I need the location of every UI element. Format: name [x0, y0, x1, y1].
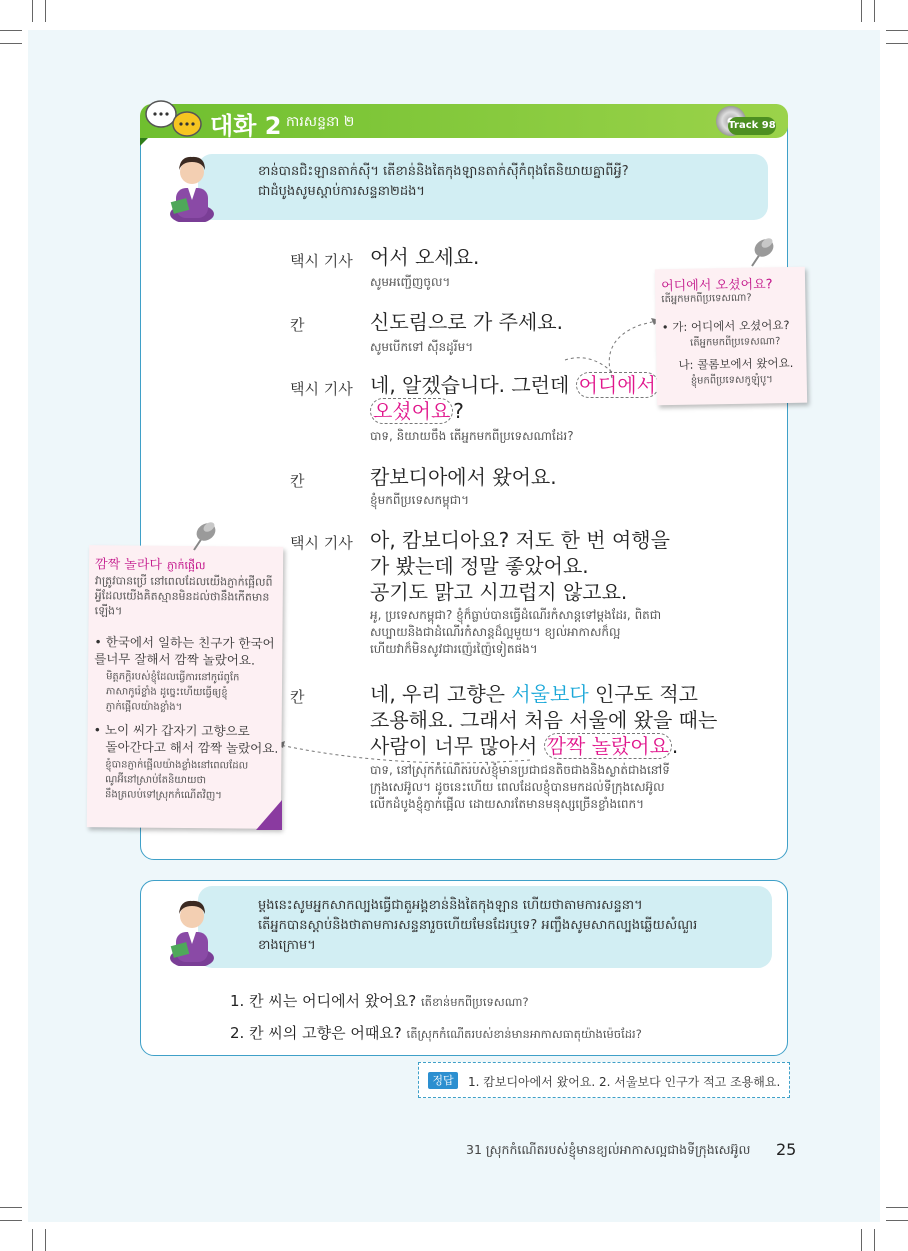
- footer-lesson-title: 31 ស្រុកកំណើតរបស់ខ្ញុំមានខ្យល់អាកាសល្អជាងទីក្រុងសេអ៊ូល: [466, 1142, 751, 1157]
- note-title: 어디에서 오셨어요?: [660, 277, 773, 295]
- page-number: 25: [776, 1140, 797, 1159]
- note-desc: ឡើង។: [94, 604, 123, 618]
- dialogue-line-khmer: លើកដំបូងខ្ញុំភ្ញាក់ផ្អើល ដោយសារតែមានមនុស្សច្រើនខ្លាំងពេក។: [370, 797, 645, 811]
- dialogue-title: 대화 2: [210, 112, 282, 140]
- note-example-khmer: ភាសាកូរ៉េខ្លាំង ដូច្នេះហើយធ្វើឲ្យខ្ញុំ: [105, 686, 228, 699]
- instruction-line-2: តើអ្នកបានស្ដាប់និងថាតាមការសន្ទនារួចហើយមែនដែរឬទេ? អញ្ចឹងសូមសាកល្បងឆ្លើយសំណួរ: [258, 918, 698, 933]
- dialogue-line-khmer: បាទ, និយាយចឹង តើអ្នកមកពីប្រទេសណាដែរ?: [370, 429, 574, 443]
- note-title-khmer: ភ្ញាក់ផ្អើល: [167, 558, 206, 573]
- dialogue-line-khmer: បាទ, នៅស្រុកកំណើតរបស់ខ្ញុំមានប្រជាជនតិចជាងនិងស្ងាត់ជាងនៅទី: [370, 763, 670, 777]
- note-fold: [256, 800, 282, 830]
- highlight-expression: 깜짝 놀랐어요: [544, 733, 672, 759]
- dialogue-line-korean: 신도림으로 가 주세요.: [370, 310, 563, 334]
- note-example-khmer: ណូអ៊ីនៅស្រាប់តែនិយាយថា: [105, 774, 207, 787]
- note-desc: អ្វីដែលយើងគិតស្មានមិនដល់ថានឹងកើតមាន: [94, 589, 270, 604]
- instruction-box: [198, 886, 772, 968]
- question-1: [230, 990, 529, 1012]
- dialogue-line-khmer: សូមបើកទៅ ស៊ីនដូរីម។: [370, 340, 474, 354]
- dialogue-line-khmer: ខ្ញុំមកពីប្រទេសកម្ពុជា។: [370, 493, 470, 507]
- dialogue-line-korean: 조용해요. 그래서 처음 서울에 왔을 때는: [370, 708, 718, 732]
- text-segment: .: [671, 734, 679, 758]
- dialogue-line-korean: 캄보디아에서 왔어요.: [370, 465, 557, 489]
- question-2: [230, 1022, 642, 1044]
- speaker-khan: 칸: [290, 688, 305, 706]
- dialogue-line-khmer: ហើយវាក៏មិនសូវជារញ៉េរញ៉ៃទៀតផង។: [370, 642, 538, 656]
- note-example-korean: • 가: 어디에서 오셨어요?: [661, 317, 790, 335]
- note-subtitle: តើអ្នកមកពីប្រទេសណា?: [661, 292, 752, 306]
- dialogue-line-korean: 어서 오세요.: [370, 245, 480, 269]
- track-badge[interactable]: Track 98: [728, 117, 776, 135]
- vocab-note-left: [87, 545, 283, 829]
- instruction-line-1: ខាន់បានជិះឡានតាក់ស៊ី។ តើខាន់និងតៃកុងឡានតាក់ស៊ីកំពុងតែនិយាយគ្នាពីអ្វី?: [258, 164, 629, 179]
- note-example-khmer: ខ្ញុំបានភ្ញាក់ផ្អើលយ៉ាងខ្លាំងនៅពេលដែល: [105, 759, 249, 772]
- pushpin-icon: [184, 516, 220, 556]
- speaker-taxi-driver: 택시 기사: [290, 380, 353, 398]
- question-korean: 1. 칸 씨는 어디에서 왔어요?: [230, 992, 417, 1010]
- speaker-khan: 칸: [290, 316, 305, 334]
- highlight-expression: 오셨어요: [370, 398, 453, 424]
- note-example-khmer: ខ្ញុំមកពីប្រទេសកូឡុំបូ។: [690, 374, 773, 387]
- note-desc: វាត្រូវបានប្រើ នៅពេលដែលយើងភ្ញាក់ផ្អើលពី: [94, 574, 273, 589]
- dialogue-line-korean: 아, 캄보디아요? 저도 한 번 여행을: [370, 528, 670, 552]
- note-example-korean: 나: 콜롬보에서 왔어요.: [678, 355, 794, 372]
- dialogue-line-korean: 가 봤는데 정말 좋았어요.: [370, 554, 589, 578]
- note-example-khmer: មិត្តភក្តិរបស់ខ្ញុំដែលធ្វើការនៅកូរ៉េពូកែ: [106, 671, 240, 684]
- instruction-line-2: ជាដំបូងសូមស្ដាប់ការសន្ទនា២ដង។: [258, 184, 425, 199]
- note-example-korean: • 한국에서 일하는 친구가 한국어를: [94, 634, 275, 667]
- highlight-expression: 어디에서: [576, 372, 659, 398]
- question-khmer: តើស្រុកកំណើតរបស់ខាន់មានអាកាសធាតុយ៉ាងម៉េចដែរ?: [406, 1027, 642, 1041]
- speaker-khan: 칸: [290, 472, 305, 490]
- dialogue-subtitle: ការសន្ទនា ២: [286, 114, 355, 130]
- text-segment: 네, 우리 고향은: [370, 682, 512, 706]
- speaker-taxi-driver: 택시 기사: [290, 534, 353, 552]
- text-segment: ?: [453, 399, 464, 423]
- note-example-khmer: ភ្ញាក់ផ្អើលយ៉ាងខ្លាំង។: [105, 701, 183, 713]
- answer-text: 1. 캄보디아에서 왔어요. 2. 서울보다 인구가 적고 조용해요.: [468, 1075, 781, 1089]
- note-title: [95, 553, 206, 575]
- question-khmer: តើខាន់មកពីប្រទេសណា?: [421, 995, 529, 1009]
- teacher-avatar: [164, 892, 220, 966]
- dialogue-line-khmer: សូមអញ្ជើញចូល។: [370, 275, 451, 289]
- grammar-note-right: [655, 267, 807, 406]
- instruction-line-3: ខាងក្រោម។: [258, 938, 316, 953]
- question-korean: 2. 칸 씨의 고향은 어때요?: [230, 1024, 402, 1042]
- instruction-line-1: ម្ដងនេះសូមអ្នកសាកល្បងធ្វើជាតួអង្គខាន់និងតៃកុងឡាន ហើយថាតាមការសន្ទនា។: [258, 898, 643, 913]
- text-segment: 네, 알겠습니다. 그런데: [370, 373, 576, 397]
- text-segment: 사람이 너무 많아서: [370, 734, 544, 758]
- dialogue-line-khmer: អូ, ប្រទេសកម្ពុជា? ខ្ញុំក៏ធ្លាប់បានធ្វើដំណើរកំសាន្តទៅម្ដងដែរ, ពិតជា: [370, 608, 662, 622]
- dialogue-line-khmer: សប្បាយនិងជាដំណើរកំសាន្តដ៏ល្អមួយ។ ខ្យល់អាកាសក៏ល្អ: [370, 625, 621, 639]
- note-example-khmer: នឹងត្រលប់ទៅស្រុកកំណើតវិញ។: [105, 789, 222, 802]
- note-example-khmer: តើអ្នកមកពីប្រទេសណា?: [690, 336, 781, 349]
- note-example-korean: 돌아간다고 해서 깜짝 놀랐어요.: [105, 739, 279, 756]
- pushpin-icon: [742, 232, 778, 272]
- note-example-korean: • 노이 씨가 갑자기 고향으로: [93, 722, 250, 739]
- answer-tag: 정답: [428, 1072, 458, 1089]
- highlight-grammar: 서울보다: [511, 682, 589, 706]
- dialogue-line-khmer: ក្រុងសេអ៊ូល។ ដូចនេះហើយ ពេលដែលខ្ញុំបានមកដល់ទីក្រុងសេអ៊ូល: [370, 780, 665, 794]
- note-example-korean: 너무 잘해서 깜짝 놀랐어요.: [106, 651, 256, 668]
- dialogue-line-korean: 공기도 맑고 시끄럽지 않고요.: [370, 580, 628, 604]
- note-title-korean: 깜짝 놀라다: [94, 557, 163, 573]
- text-segment: 인구도 적고: [588, 682, 698, 706]
- speaker-taxi-driver: 택시 기사: [290, 252, 353, 270]
